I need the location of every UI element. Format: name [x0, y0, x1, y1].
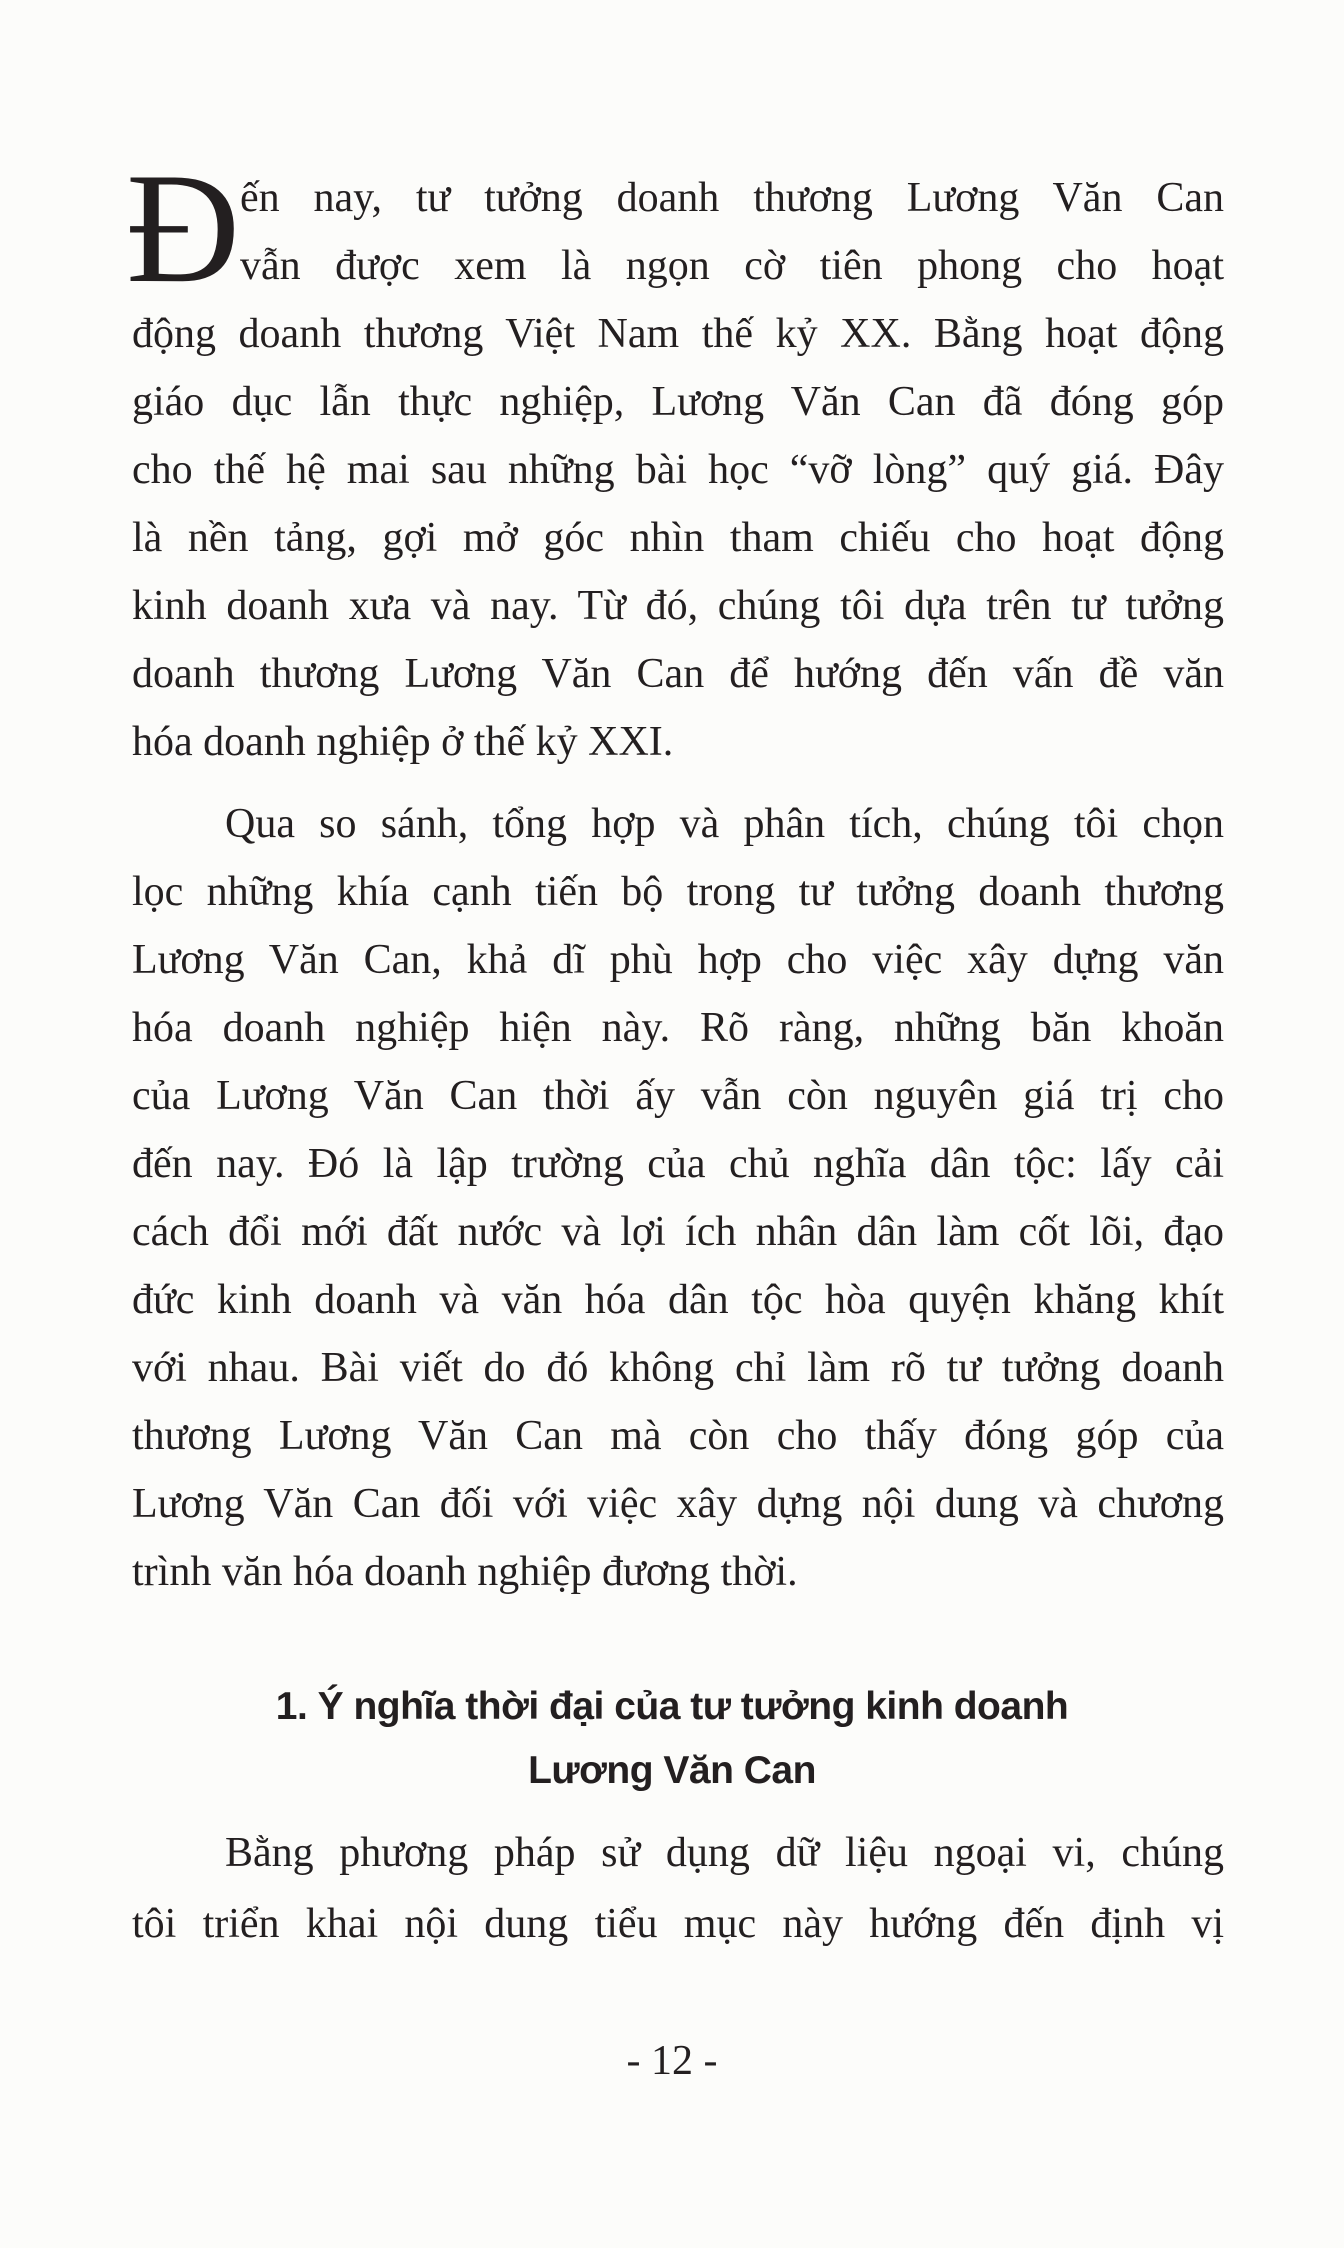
text-line: cho thế hệ mai sau những bài học “vỡ lòng” quý giá. Đây	[132, 447, 1224, 493]
text-line: vẫn được xem là ngọn cờ tiên phong cho hoạt	[240, 243, 1224, 289]
text-line: Bằng phương pháp sử dụng dữ liệu ngoại vi, chúng	[225, 1830, 1224, 1876]
text-line: lọc những khía cạnh tiến bộ trong tư tưởng doanh thương	[132, 869, 1224, 915]
paragraph-2	[132, 790, 1224, 1606]
text-line: của Lương Văn Can thời ấy vẫn còn nguyên giá trị cho	[132, 1073, 1224, 1119]
text-line: là nền tảng, gợi mở góc nhìn tham chiếu cho hoạt động	[132, 515, 1224, 561]
text-line: ến nay, tư tưởng doanh thương Lương Văn Can	[240, 175, 1224, 221]
text-line: đức kinh doanh và văn hóa dân tộc hòa quyện khăng khít	[132, 1277, 1224, 1323]
text-line: thương Lương Văn Can mà còn cho thấy đóng góp của	[132, 1413, 1224, 1459]
section-heading	[0, 1675, 1344, 1803]
text-line: hóa doanh nghiệp hiện này. Rõ ràng, những băn khoăn	[132, 1005, 1224, 1051]
text-line: trình văn hóa doanh nghiệp đương thời.	[132, 1549, 798, 1595]
text-line: với nhau. Bài viết do đó không chỉ làm rõ tư tưởng doanh	[132, 1345, 1224, 1391]
page-number: - 12 -	[626, 2038, 718, 2084]
drop-cap: Đ	[126, 141, 241, 316]
text-line: động doanh thương Việt Nam thế kỷ XX. Bằng hoạt động	[132, 311, 1224, 357]
text-line: tôi triển khai nội dung tiểu mục này hướng đến định vị	[132, 1901, 1224, 1947]
text-line: doanh thương Lương Văn Can để hướng đến vấn đề văn	[132, 651, 1224, 697]
paragraph-3	[132, 1818, 1224, 1960]
text-line: kinh doanh xưa và nay. Từ đó, chúng tôi dựa trên tư tưởng	[132, 583, 1224, 629]
text-line: giáo dục lẫn thực nghiệp, Lương Văn Can đã đóng góp	[132, 379, 1224, 425]
text-line: Lương Văn Can, khả dĩ phù hợp cho việc xây dựng văn	[132, 937, 1224, 983]
text-line: Lương Văn Can đối với việc xây dựng nội dung và chương	[132, 1481, 1224, 1527]
text-line: cách đổi mới đất nước và lợi ích nhân dân làm cốt lõi, đạo	[132, 1209, 1224, 1255]
heading-line: 1. Ý nghĩa thời đại của tư tưởng kinh doanh	[275, 1685, 1069, 1728]
paragraph-1	[132, 164, 1224, 776]
text-line: đến nay. Đó là lập trường của chủ nghĩa dân tộc: lấy cải	[132, 1141, 1224, 1187]
text-line: Qua so sánh, tổng hợp và phân tích, chúng tôi chọn	[225, 801, 1224, 847]
heading-line: Lương Văn Can	[528, 1749, 816, 1792]
text-line: hóa doanh nghiệp ở thế kỷ XXI.	[132, 719, 674, 765]
